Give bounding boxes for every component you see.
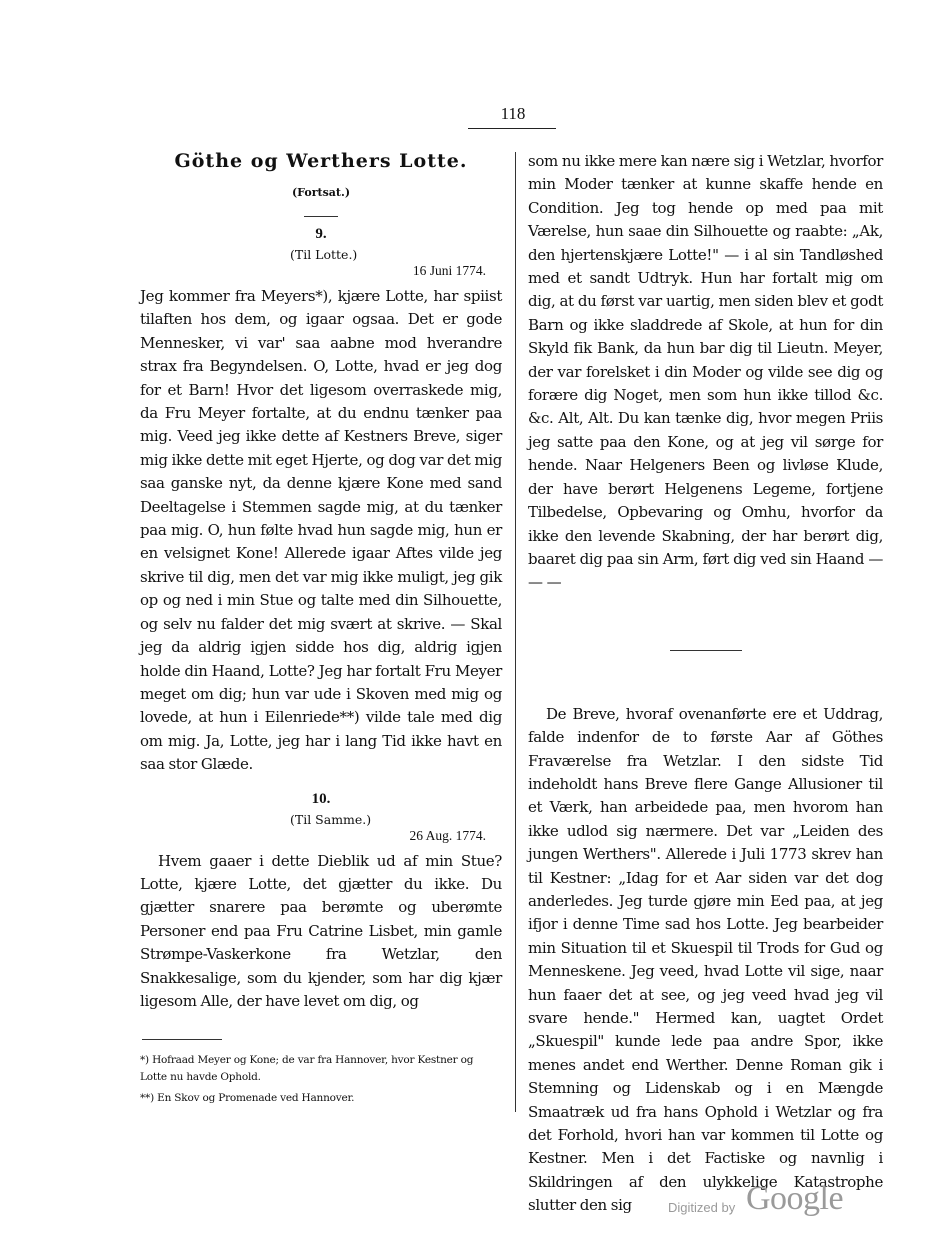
letter-header: [140, 247, 502, 281]
left-column: [140, 150, 502, 1111]
letter-header: [140, 812, 502, 846]
page-number-rule: [468, 128, 556, 129]
article-title: Göthe og Werthers Lotte.: [174, 150, 468, 172]
google-logo: Google: [746, 1180, 844, 1217]
letter-date: 26 Aug. 1774.: [409, 827, 486, 843]
letter-date: 16 Juni 1774.: [412, 263, 486, 278]
column-divider: [515, 152, 516, 1112]
commentary-paragraph: De Breve, hvoraf ovenanførte ere et Uddrag, falde indenfor de to første Aar af Göthes Fraværelse fra Wetzlar. I den sidste Tid indeholdt hans Breve flere Gange Allusioner til et Værk, han arbeidede paa, men hvorom han ikke udlod sig nærmere. Det var „Leiden des jungen Werthers". Allerede i Juli 1773 skrev han til Kestner: „Idag for et Aar siden var det dog anderledes. Jeg turde gjøre min Eed paa, at jeg ifjor i denne Time sad hos Lotte. Jeg bearbeider min Situation til et Skuespil til Trods for Gud og Menneskene. Jeg veed, hvad Lotte vil sige, naar hun faaer det at see, og jeg veed hvad jeg vil svare hende." Hermed kan, uagtet Ordet „Skuespil" kunde lede paa andre Spor, ikke menes andet end Werther. Denne Roman gik i Stemning og Lidenskab og i en Mængde Smaatræk ud fra hans Ophold i Wetzlar og fra det Forhold, hvori han var kommen til Lotte og Kestner. Men i det Factiske og navnlig i Skildringen af den ulykkelige Katastrophe slutter den sig: [528, 704, 883, 1215]
footnote: **) En Skov og Promenade ved Hannover.: [140, 1092, 355, 1105]
letter-number: 9.: [315, 226, 327, 242]
letter-addressee: (Til Samme.): [290, 811, 372, 827]
letter-body: Jeg kommer fra Meyers*), kjære Lotte, har spiist tilaften hos dem, og igaar ogsaa. Det er gode Mennesker, vi var' saa aabne mod hverandre strax fra Begyndelsen. O, Lotte, hvad er jeg dog for et Barn! Hvor det ligesom overraskede mig, da Fru Meyer fortalte, at du endnu tænker paa mig. Veed jeg ikke dette af Kestners Breve, siger mig ikke dette mit eget Hjerte, og dog var det mig saa ganske nyt, da denne kjære Kone med sand Deeltagelse i Stemmen sagde mig, at du tænker paa mig. O, hun følte hvad hun sagde mig, hun er en velsignet Kone! Allerede igaar Aftes vilde jeg skrive til dig, men det var mig ikke muligt, jeg gik op og ned i min Stue og talte med din Silhouette, og selv nu falder det mig svært at skrive. — Skal jeg da aldrig igjen sidde hos dig, aldrig igjen holde din Haand, Lotte? Jeg har fortalt Fru Meyer meget om dig; hun var ude i Skoven med mig og lovede, at hun i Eilenriede**) vilde tale med dig om mig. Ja, Lotte, jeg har i lang Tid ikke havt en saa stor Glæde.: [140, 287, 502, 774]
footnote: *) Hofraad Meyer og Kone; de var fra Hannover, hvor Kestner og Lotte nu havde Ophold.: [140, 1054, 474, 1084]
footnote-rule: [142, 1039, 222, 1040]
letter-number: 10.: [311, 790, 331, 807]
letter-body: Hvem gaaer i dette Dieblik ud af min Stue? Lotte, kjære Lotte, det gjætter du ikke. Du gjætter snarere paa berømte og uberømte Personer end paa Fru Catrine Lisbet, min gamle Strømpe-Vaskerkone fra Wetzlar, den Snakkesalige, som du kjender, som har dig kjær ligesom Alle, der have levet om dig, og: [140, 851, 502, 1010]
page-number: 118: [500, 104, 526, 123]
letter-body-continued: som nu ikke mere kan nære sig i Wetzlar, hvorfor min Moder tænker at kunne skaffe hende en Condition. Jeg tog hende op med paa mit Værelse, hun saae din Silhouette og raabte: „Ak, den hjertenskjære Lotte!" — i al sin Tandløshed med et sandt Udtryk. Hun har fortalt mig om dig, at du først var uartig, men siden blev et godt Barn og ikke sladdrede af Skole, at hun for din Skyld fik Bank, da hun bar dig til Lieutn. Meyer, der var forelsket i din Moder og vilde see dig og forære dig Noget, men som hun ikke tillod &c. &c. Alt, Alt. Du kan tænke dig, hvor megen Priis jeg satte paa den Kone, og at jeg vil sørge for hende. Naar Helgeners Been og livløse Klude, der have berørt Helgenens Legeme, fortjene Tilbedelse, Opbevaring og Omhu, hvorfor da ikke den levende Skabning, der har berørt dig, baaret dig paa sin Arm, ført dig ved sin Haand — — —: [528, 152, 883, 592]
article-subtitle: (Fortsat.): [291, 186, 351, 199]
letter-addressee: (Til Lotte.): [290, 247, 358, 262]
right-column: [528, 150, 883, 1218]
watermark-prefix: Digitized by: [668, 1200, 736, 1215]
title-rule: [304, 216, 338, 217]
digitized-watermark: [668, 1180, 868, 1224]
section-separator: [670, 650, 742, 651]
